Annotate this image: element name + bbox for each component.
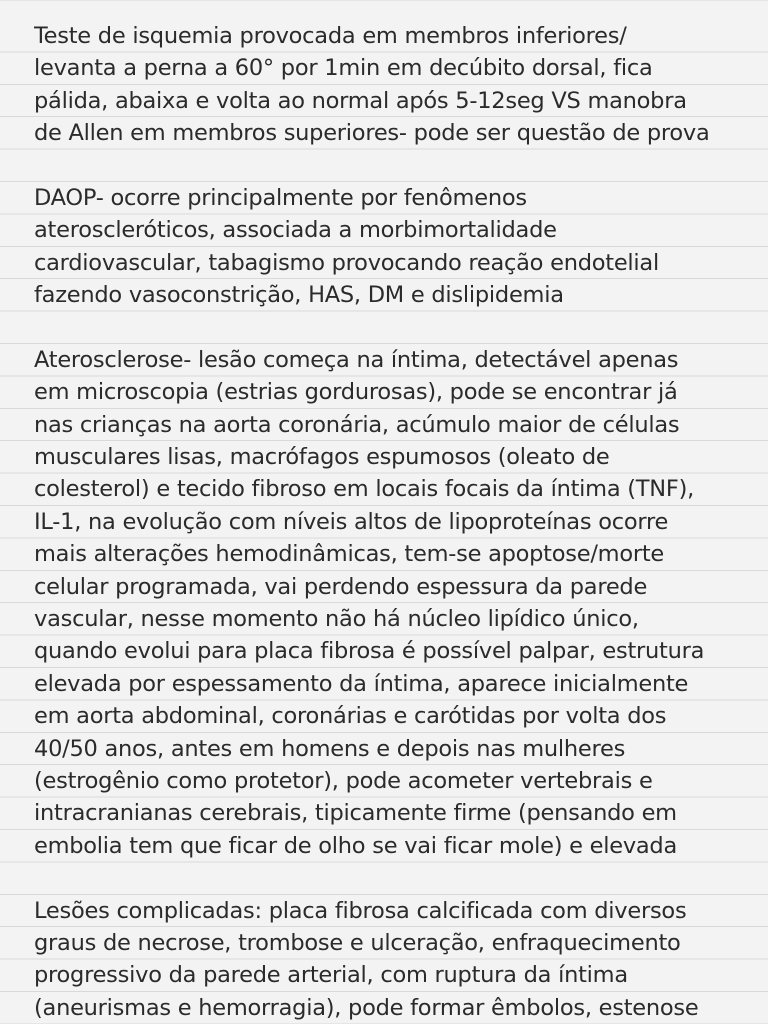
- note-line: intracranianas cerebrais, tipicamente firme (pensando em: [34, 800, 677, 827]
- note-line: graus de necrose, trombose e ulceração, enfraquecimento: [34, 929, 681, 956]
- note-line: quando evolui para placa fibrosa é possível palpar, estrutura: [34, 638, 705, 665]
- note-line: fazendo vasoconstrição, HAS, DM e dislipidemia: [34, 282, 564, 309]
- note-line: cardiovascular, tabagismo provocando reação endotelial: [34, 249, 659, 276]
- note-line: (aneurismas e hemorragia), pode formar êmbolos, estenose: [34, 994, 699, 1021]
- note-line: mais alterações hemodinâmicas, tem-se apoptose/morte: [34, 541, 665, 568]
- note-line: 40/50 anos, antes em homens e depois nas mulheres: [34, 735, 626, 762]
- note-line: levanta a perna a 60° por 1min em decúbito dorsal, fica: [34, 55, 653, 82]
- note-line: em microscopia (estrias gordurosas), pode se encontrar já: [34, 379, 678, 406]
- note-text-area[interactable]: [34, 20, 758, 1024]
- note-line: colesterol) e tecido fibroso em locais focais da íntima (TNF),: [34, 476, 694, 503]
- note-line: nas crianças na aorta coronária, acúmulo maior de células: [34, 411, 680, 438]
- note-line: DAOP- ocorre principalmente por fenômenos: [34, 184, 527, 211]
- note-paragraph: [34, 895, 758, 1024]
- note-line: (estrogênio como protetor), pode acometer vertebrais e: [34, 767, 653, 794]
- note-line: Aterosclerose- lesão começa na íntima, detectável apenas: [34, 346, 679, 373]
- note-paragraph: [34, 182, 758, 312]
- blank-line: [34, 150, 758, 182]
- note-line: celular programada, vai perdendo espessura da parede: [34, 573, 648, 600]
- note-line: progressivo da parede arterial, com ruptura da íntima: [34, 962, 628, 989]
- note-line: embolia tem que ficar de olho se vai ficar mole) e elevada: [34, 832, 677, 859]
- note-line: Lesões complicadas: placa fibrosa calcificada com diversos: [34, 897, 687, 924]
- blank-line: [34, 312, 758, 344]
- note-line: vascular, nesse momento não há núcleo lipídico único,: [34, 606, 639, 633]
- note-line: ateroscleróticos, associada a morbimortalidade: [34, 217, 557, 244]
- note-paragraph: [34, 20, 758, 150]
- note-line: pálida, abaixa e volta ao normal após 5-12seg VS manobra: [34, 87, 687, 114]
- note-line: musculares lisas, macrófagos espumosos (oleato de: [34, 444, 610, 471]
- note-line: de Allen em membros superiores- pode ser questão de prova: [34, 120, 710, 147]
- blank-line: [34, 862, 758, 894]
- note-line: Teste de isquemia provocada em membros inferiores/: [34, 23, 627, 49]
- note-line: elevada por espessamento da íntima, aparece inicialmente: [34, 670, 689, 697]
- note-paragraph: [34, 344, 758, 862]
- note-line: em aorta abdominal, coronárias e carótidas por volta dos: [34, 703, 667, 730]
- note-line: IL-1, na evolução com níveis altos de lipoproteínas ocorre: [34, 508, 669, 535]
